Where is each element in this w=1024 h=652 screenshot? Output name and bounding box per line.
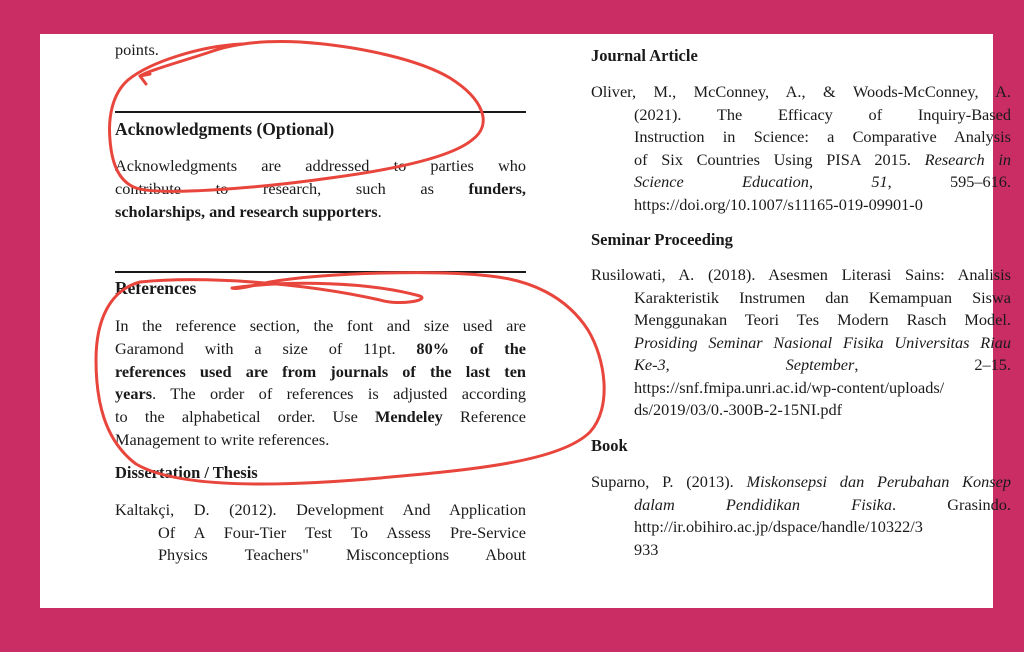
seminar-line-3: Menggunakan Teori Tes Modern Rasch Model. xyxy=(634,310,1011,329)
book-line-2 xyxy=(591,494,1011,517)
seminar-proceeding-heading: Seminar Proceeding xyxy=(591,230,733,249)
seminar-line-2: Karakteristik Instrumen dan Kemampuan Siswa xyxy=(634,287,1011,307)
references-heading: References xyxy=(115,278,197,298)
journal-line-1: Oliver, M., McConney, A., & Woods-McConney, A. xyxy=(591,82,1011,101)
book-line-1 xyxy=(591,471,1011,494)
journal-reference xyxy=(591,81,1011,216)
seminar-url-1: https://snf.fmipa.unri.ac.id/wp-content/uploads/ xyxy=(634,377,945,397)
acknowledgments-heading: Acknowledgments (Optional) xyxy=(115,119,335,139)
section-divider xyxy=(115,111,526,113)
ack-line-1: Acknowledgments are addressed to parties who xyxy=(115,156,526,175)
ack-line-2-bold: funders, xyxy=(468,178,526,198)
journal-name-cont: Science Education xyxy=(634,172,809,191)
document-page xyxy=(40,34,1012,608)
ack-line-3-bold: scholarships, and research supporters xyxy=(115,201,378,221)
journal-pages: , 595–616. xyxy=(887,172,1012,191)
dissertation-line-3: Physics Teachers" Misconceptions About xyxy=(158,545,526,564)
book-author: Suparno, P. (2013). xyxy=(591,472,747,491)
acknowledgments-paragraph xyxy=(115,155,526,223)
refs-line-4-bold: years xyxy=(115,384,153,404)
seminar-sep: , xyxy=(665,355,786,374)
refs-line-4-text: . The order of references is adjusted according xyxy=(152,384,526,404)
refs-line-2-text: Garamond with a size of 11pt. xyxy=(115,338,417,358)
journal-doi: https://doi.org/10.1007/s11165-019-09901-0 xyxy=(634,194,923,214)
seminar-line-4: Prosiding Seminar Nasional Fisika Universitas Riau xyxy=(634,332,1011,352)
book-title: Miskonsepsi dan Perubahan Konsep xyxy=(746,472,1011,491)
seminar-url-2: ds/2019/03/0.-300B-2-15NI.pdf xyxy=(634,400,843,419)
book-url-cont: 933 xyxy=(634,539,659,559)
book-url: http://ir.obihiro.ac.jp/dspace/handle/10322/3 xyxy=(634,517,923,536)
journal-sep: , xyxy=(808,172,872,191)
dissertation-line-2: Of A Four-Tier Test To Assess Pre-Service xyxy=(158,522,526,542)
journal-line-4-text: of Six Countries Using PISA 2015. xyxy=(634,149,925,169)
book-reference xyxy=(591,471,1011,561)
book-heading: Book xyxy=(591,436,628,455)
refs-line-3: references used are from journals of the last ten xyxy=(115,361,526,381)
references-paragraph xyxy=(115,315,526,452)
journal-name: Research in xyxy=(924,149,1012,169)
seminar-edition: Ke-3 xyxy=(634,355,666,374)
journal-volume: 51 xyxy=(871,172,888,191)
ack-line-3-text: . xyxy=(377,201,382,221)
dissertation-reference xyxy=(115,499,526,567)
section-divider xyxy=(115,271,526,273)
seminar-reference xyxy=(591,264,1011,422)
journal-line-5 xyxy=(591,171,1011,194)
dissertation-line-1: Kaltakçi, D. (2012). Development And Application xyxy=(115,500,526,519)
journal-article-heading: Journal Article xyxy=(591,46,698,65)
journal-line-4 xyxy=(591,149,1011,172)
book-publisher: . Grasindo. xyxy=(891,494,1012,514)
dissertation-heading: Dissertation / Thesis xyxy=(115,463,258,482)
seminar-line-5 xyxy=(591,354,1011,377)
refs-line-5-bold: Mendeley xyxy=(375,407,443,427)
refs-line-6: Management to write references. xyxy=(115,429,330,449)
ack-line-2-text: contribute to research, such as xyxy=(115,178,469,198)
journal-line-2: (2021). The Efficacy of Inquiry-Based xyxy=(634,104,1011,124)
book-title-cont: dalam Pendidikan Fisika xyxy=(634,494,892,514)
seminar-month: September xyxy=(785,355,855,374)
journal-line-3: Instruction in Science: a Comparative Analysis xyxy=(634,127,1011,146)
refs-line-4 xyxy=(115,383,526,406)
intro-tail-text: points. xyxy=(115,40,159,59)
seminar-line-1: Rusilowati, A. (2018). Asesmen Literasi Sains: Analisis xyxy=(591,265,1011,284)
ack-line-3 xyxy=(115,201,526,224)
refs-line-5-tail: Reference xyxy=(442,407,526,427)
ack-line-2 xyxy=(115,178,526,201)
refs-line-5 xyxy=(115,406,526,429)
refs-line-2-bold: 80% of the xyxy=(416,338,526,358)
refs-line-2 xyxy=(115,338,526,361)
refs-line-1: In the reference section, the font and size used are xyxy=(115,316,526,335)
refs-line-5-text: to the alphabetical order. Use xyxy=(115,407,375,427)
seminar-pages: , 2–15. xyxy=(854,355,1011,374)
